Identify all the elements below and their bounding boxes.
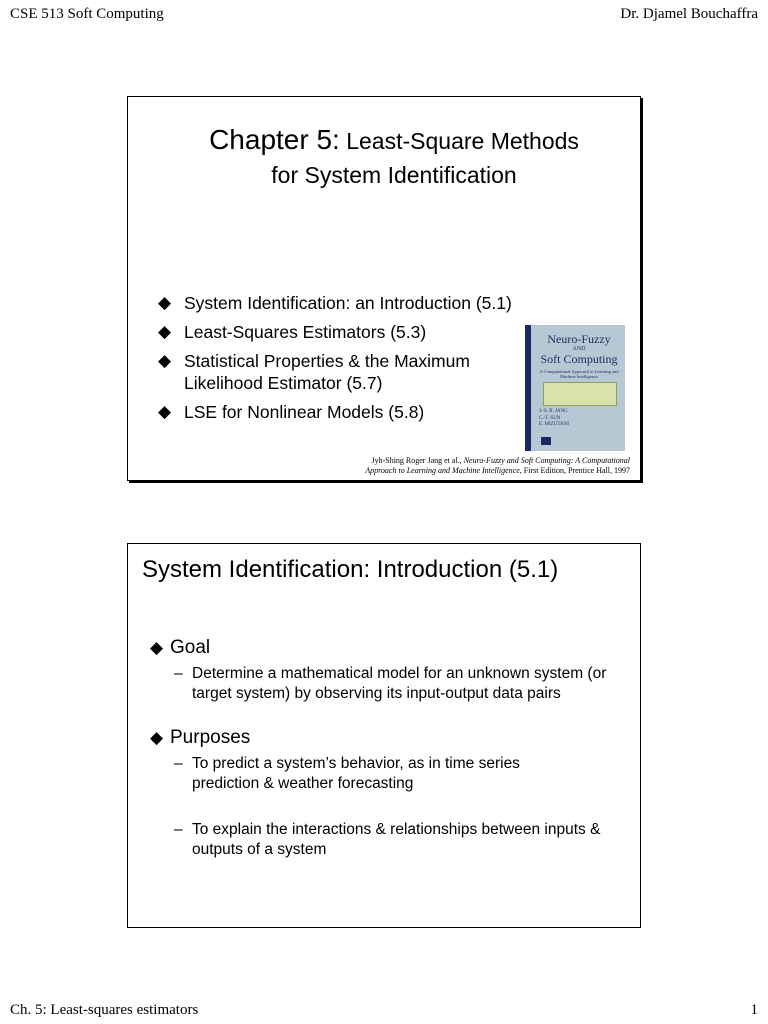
slide-1 <box>127 96 641 481</box>
bullet-list <box>158 292 528 430</box>
list-item: – To predict a system’s behavior, as in time series prediction & weather forecasting <box>174 755 520 792</box>
list-item: ◆ Least-Squares Estimators (5.3) <box>158 322 427 342</box>
book-title: Neuro-Fuzzy AND Soft Computing <box>540 332 618 366</box>
diamond-bullet-icon: ◆ <box>150 638 164 657</box>
title-line2: for System Identification <box>271 162 517 188</box>
list-item: – Determine a mathematical model for an unknown system (or target system) by observing its input-output data pairs <box>174 665 607 702</box>
publisher-logo-icon <box>541 437 551 445</box>
book-diagram-image <box>543 382 617 406</box>
book-subtitle: A Computational Approach to Learning and Machine Intelligence <box>539 369 619 379</box>
list-item: ◆ Statistical Properties & the Maximum Likelihood Estimator (5.7) <box>158 351 470 393</box>
page-number: 1 <box>750 1002 758 1018</box>
diamond-bullet-icon: ◆ <box>158 351 172 370</box>
slide-2 <box>127 543 641 928</box>
list-item: ◆ Purposes <box>150 727 251 748</box>
header-course: CSE 513 Soft Computing <box>10 6 164 22</box>
header-author: Dr. Djamel Bouchaffra <box>620 6 758 22</box>
list-item: ◆ Goal <box>150 637 211 658</box>
title-topic: Least-Square Methods <box>339 128 579 154</box>
footer-chapter: Ch. 5: Least-squares estimators <box>10 1002 199 1018</box>
diamond-bullet-icon: ◆ <box>158 293 172 312</box>
slide-title: System Identification: Introduction (5.1) <box>142 556 559 583</box>
slide-title <box>148 123 640 192</box>
diamond-bullet-icon: ◆ <box>150 728 164 747</box>
slide-body <box>150 636 634 860</box>
diamond-bullet-icon: ◆ <box>158 402 172 421</box>
list-item: ◆ System Identification: an Introduction (5.1) <box>158 293 512 313</box>
citation: Jyh-Shing Roger Jang et al., Neuro-Fuzzy and Soft Computing: A Computational Approach to Learning and Machine Intelligence, First Edition, Prentice Hall, 1997 <box>365 456 630 475</box>
title-chapter: Chapter 5: <box>209 124 340 155</box>
list-item: ◆ LSE for Nonlinear Models (5.8) <box>158 402 425 422</box>
list-item: – To explain the interactions & relationships between inputs & outputs of a system <box>174 821 601 858</box>
book-authors: J.-S. R. JANG C.-T. SUN E. MIZUTANI <box>539 409 569 427</box>
diamond-bullet-icon: ◆ <box>158 322 172 341</box>
book-cover-image <box>525 325 625 451</box>
